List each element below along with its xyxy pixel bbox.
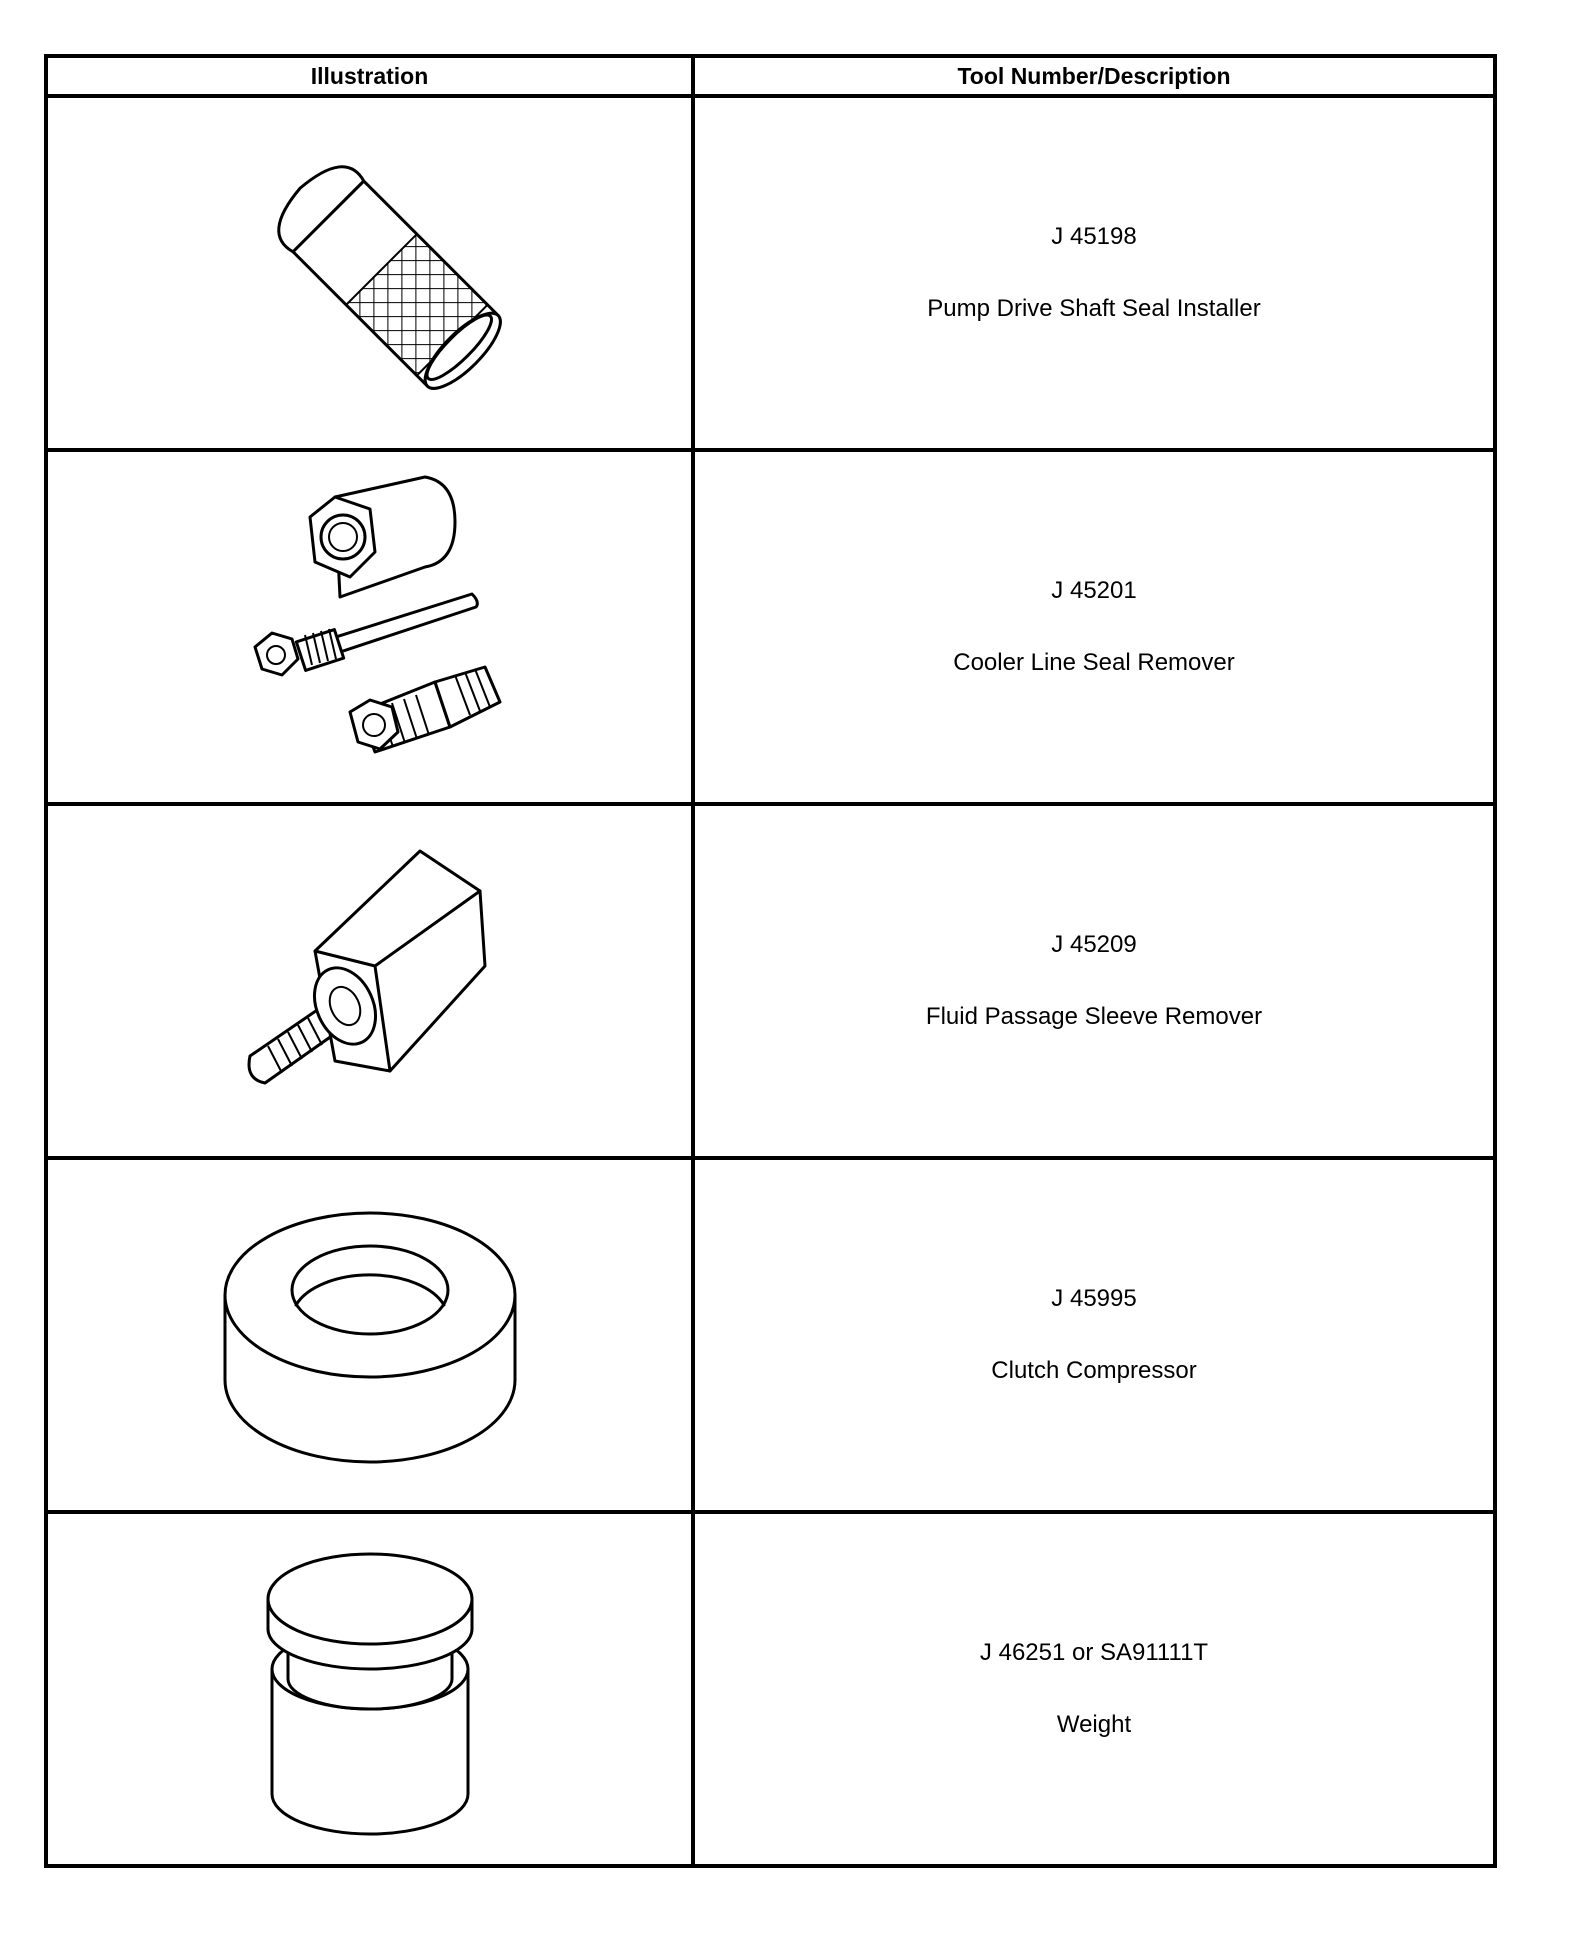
header-row	[46, 56, 1495, 96]
illustration-cell	[46, 450, 693, 804]
tool-number: J 45198	[1051, 223, 1137, 250]
table-row	[46, 1512, 1495, 1866]
illustration-cell	[46, 96, 693, 450]
sleeve-remover-illustration	[210, 821, 530, 1141]
clutch-compressor-illustration	[210, 1175, 530, 1495]
tool-number: J 45209	[1051, 931, 1137, 958]
cooler-line-seal-remover-illustration	[210, 467, 530, 787]
table-row	[46, 96, 1495, 450]
tool-description: Pump Drive Shaft Seal Installer	[927, 295, 1261, 322]
seal-installer-illustration	[210, 113, 530, 433]
table-row	[46, 450, 1495, 804]
tool-cell	[693, 1158, 1495, 1512]
illustration-cell	[46, 1158, 693, 1512]
tool-number: J 45201	[1051, 577, 1137, 604]
illustration-cell	[46, 1512, 693, 1866]
table-row	[46, 804, 1495, 1158]
tool-cell	[693, 804, 1495, 1158]
tool-table	[44, 54, 1497, 1868]
table-row	[46, 1158, 1495, 1512]
illustration-cell	[46, 804, 693, 1158]
tool-cell	[693, 1512, 1495, 1866]
tool-cell	[693, 450, 1495, 804]
tool-description: Weight	[1056, 1711, 1132, 1738]
tool-number: J 45995	[1051, 1285, 1137, 1312]
weight-illustration	[210, 1529, 530, 1849]
tool-description: Fluid Passage Sleeve Remover	[925, 1003, 1263, 1030]
tool-cell	[693, 96, 1495, 450]
header-tool-number-description: Tool Number/Description	[693, 56, 1495, 96]
tool-description: Cooler Line Seal Remover	[953, 649, 1235, 676]
tool-number: J 46251 or SA91111T	[979, 1639, 1209, 1666]
header-illustration: Illustration	[46, 56, 693, 96]
tool-description: Clutch Compressor	[991, 1357, 1197, 1384]
